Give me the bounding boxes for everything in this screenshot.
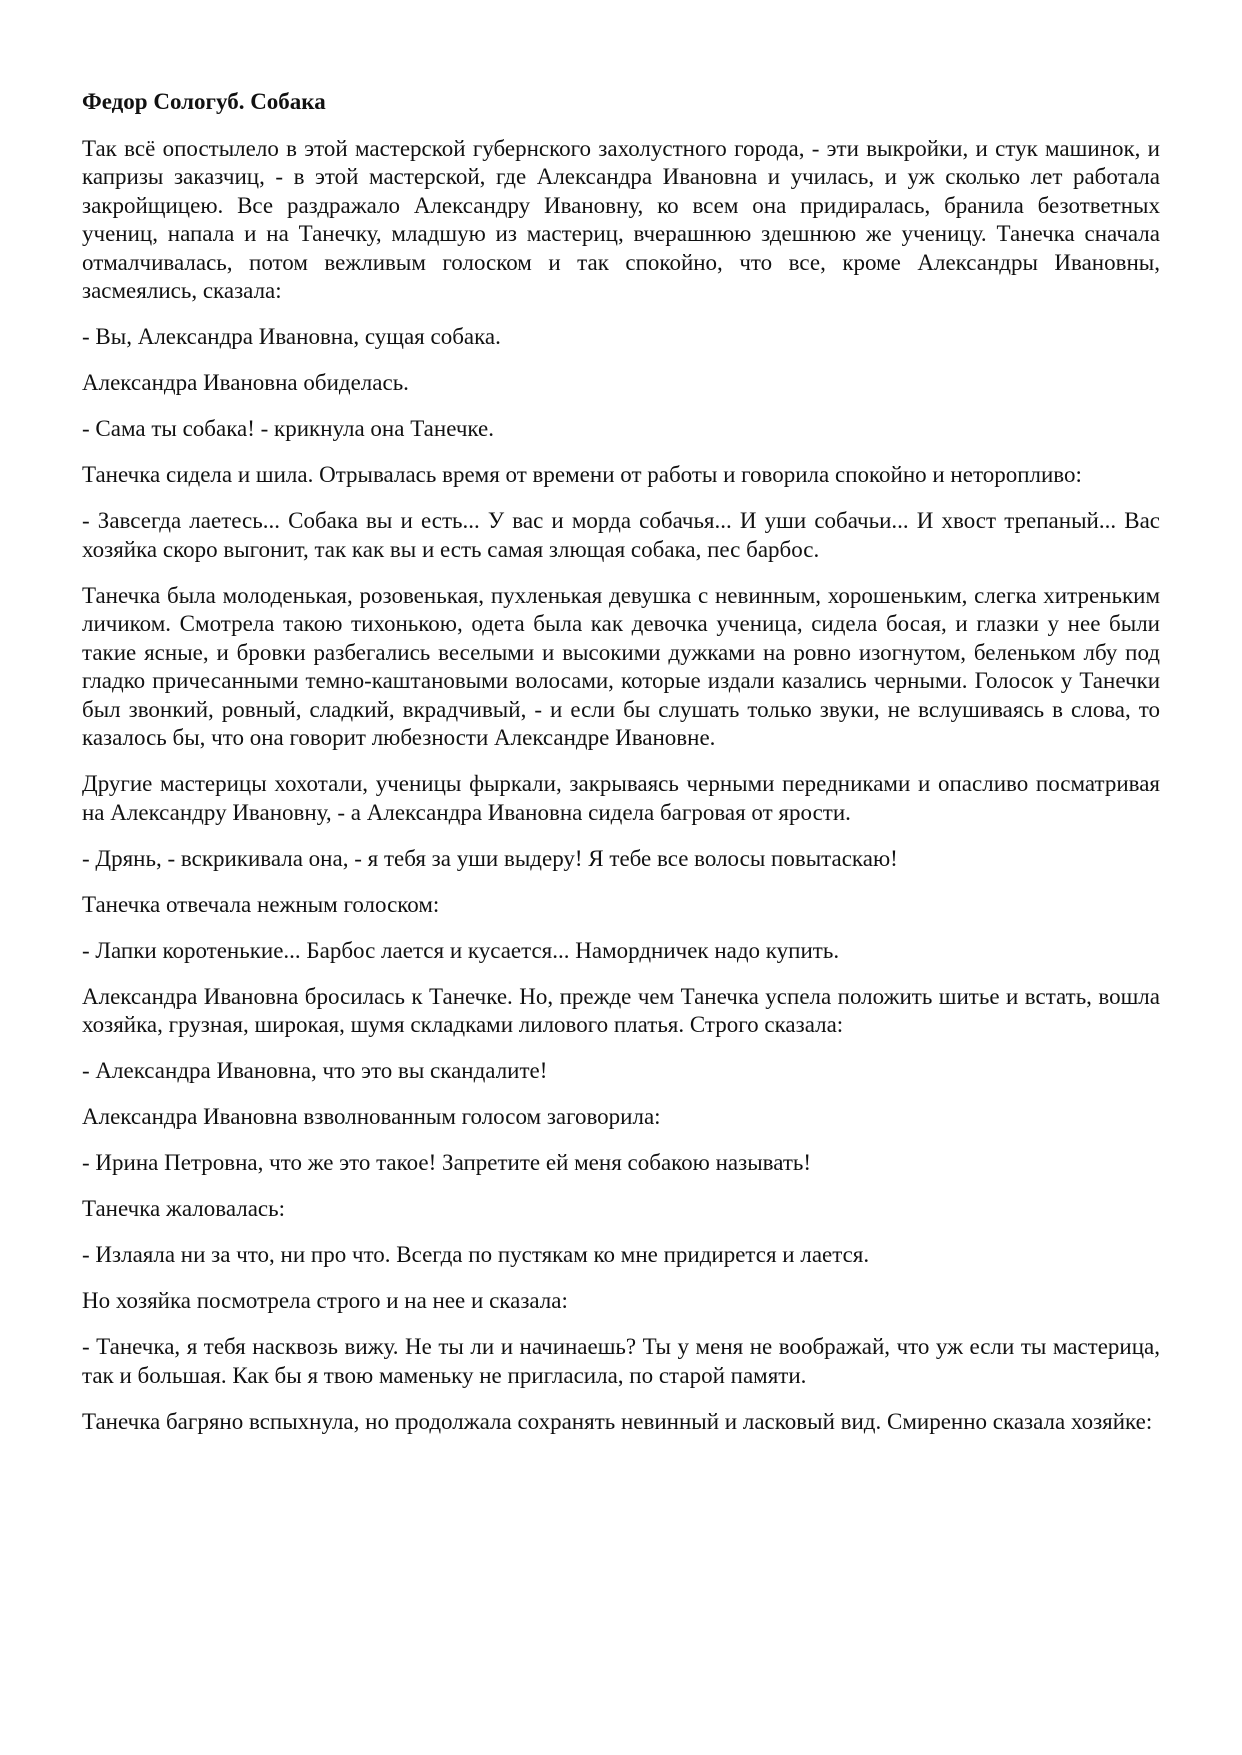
paragraph-17: - Излаяла ни за что, ни про что. Всегда по пустякам ко мне придирется и лается.	[82, 1242, 870, 1267]
paragraph-18: Но хозяйка посмотрела строго и на нее и сказала:	[82, 1288, 568, 1313]
paragraph-4: - Сама ты собака! - крикнула она Танечке.	[82, 416, 494, 441]
paragraph-19: - Танечка, я тебя насквозь вижу. Не ты ли и начинаешь? Ты у меня не воображай, что уж если ты мастерица, так и большая. Как бы я твою маменьку не пригласила, по старой памяти.	[82, 1334, 1160, 1388]
paragraph-9: - Дрянь, - вскрикивала она, - я тебя за уши выдеру! Я тебе все волосы повытаскаю!	[82, 845, 898, 871]
paragraph-13: - Александра Ивановна, что это вы скандалите!	[82, 1058, 548, 1083]
paragraph-16: Танечка жаловалась:	[82, 1196, 286, 1221]
paragraph-1: Так всё опостылело в этой мастерской губернского захолустного города, - эти выкройки, и стук машинок, и капризы заказчиц, - в этой мастерской, где Александра Ивановна и училась, и уж сколько лет работала закройщицею. Все раздражало Александру Ивановну, ко всем она придиралась, бранила безответных учениц, напала и на Танечку, младшую из мастериц, вчерашнюю здешнюю же ученицу. Танечка сначала отмалчивалась, потом вежливым голоском и так спокойно, что все, кроме Александры Ивановны, засмеялись, сказала:	[82, 135, 1160, 303]
paragraph-8: Другие мастерицы хохотали, ученицы фыркали, закрываясь черными передниками и опасливо посматривая на Александру Ивановну, - а Александра Ивановна сидела багровая от ярости.	[82, 771, 1160, 825]
paragraph-6: - Завсегда лаетесь... Собака вы и есть... У вас и морда собачья... И уши собачьи... И хвост трепаный... Вас хозяйка скоро выгонит, так как вы и есть самая злющая собака, пес барбос.	[82, 508, 1160, 562]
paragraph-14: Александра Ивановна взволнованным голосом заговорила:	[82, 1104, 661, 1129]
document-title: Федор Сологуб. Собака	[82, 89, 326, 114]
paragraph-20: Танечка багряно вспыхнула, но продолжала сохранять невинный и ласковый вид. Смиренно сказала хозяйке:	[82, 1408, 1153, 1434]
paragraph-2: - Вы, Александра Ивановна, сущая собака.	[82, 324, 501, 349]
paragraph-5: Танечка сидела и шила. Отрывалась время от времени от работы и говорила спокойно и неторопливо:	[82, 462, 1082, 487]
document-page	[82, 88, 1160, 1436]
paragraph-7: Танечка была молоденькая, розовенькая, пухленькая девушка с невинным, хорошеньким, слегка хитреньким личиком. Смотрела такою тихонькою, одета была как девочка ученица, сидела босая, и глазки у нее были такие ясные, и бровки разбегались веселыми и высокими дужками на ровно изогнутом, беленьком лбу под гладко причесанными темно-каштановыми волосами, которые издали казались черными. Голосок у Танечки был звонкий, ровный, сладкий, вкрадчивый, - и если бы слушать только звуки, не вслушиваясь в слова, то казалось бы, что она говорит любезности Александре Ивановне.	[82, 582, 1160, 750]
paragraph-11: - Лапки коротенькие... Барбос лается и кусается... Намордничек надо купить.	[82, 937, 840, 963]
paragraph-15: - Ирина Петровна, что же это такое! Запретите ей меня собакою называть!	[82, 1150, 812, 1175]
paragraph-3: Александра Ивановна обиделась.	[82, 370, 409, 395]
paragraph-10: Танечка отвечала нежным голоском:	[82, 891, 440, 917]
paragraph-12: Александра Ивановна бросилась к Танечке. Но, прежде чем Танечка успела положить шитье и встать, вошла хозяйка, грузная, широкая, шумя складками лилового платья. Строго сказала:	[82, 983, 1160, 1037]
